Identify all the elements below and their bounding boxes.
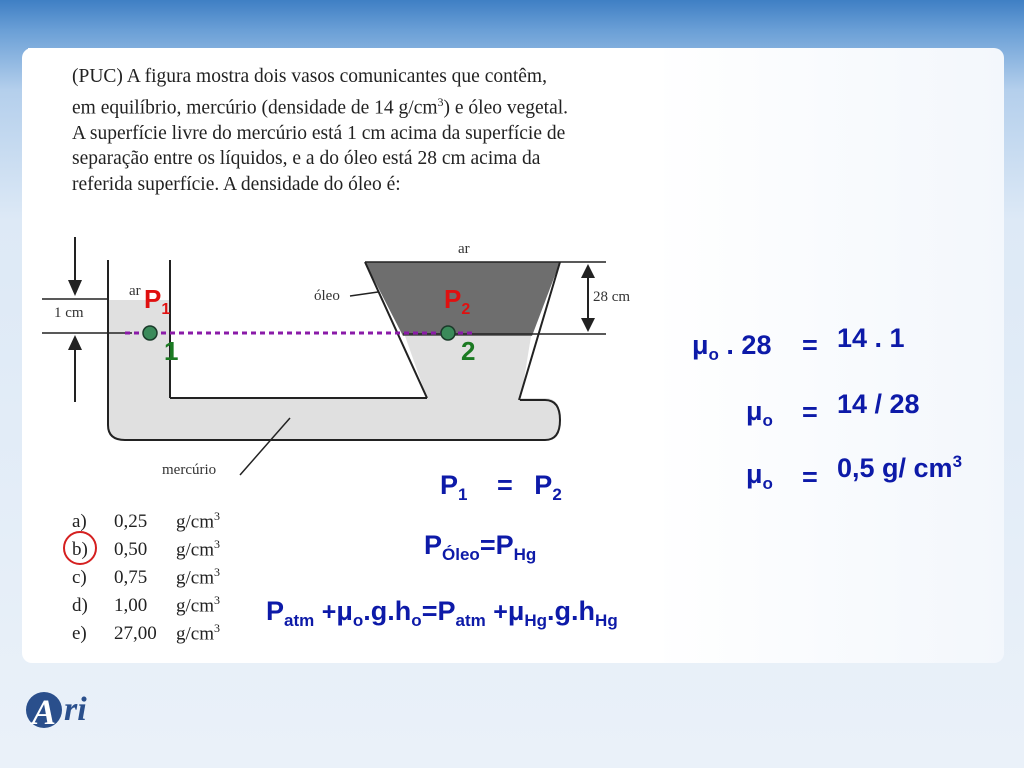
calc-line-3-right: 0,5 g/ $cm^3$ (837, 452, 963, 483)
label-oleo: óleo (314, 288, 340, 304)
label-ar-left: ar (129, 283, 141, 299)
calc-line-2-right: 14 / 28 (837, 389, 920, 419)
eq-poleo-equals-phg: $P_{Óleo}=P_{Hg}$ (424, 530, 537, 564)
question-line-5: referida superfície. A densidade do óleo é: (72, 173, 401, 195)
calc-line-1-left: $\mu_o$ . 28 (692, 330, 772, 364)
label-mercurio: mercúrio (162, 462, 217, 478)
calc-line-3-left: $\mu_o$ (746, 459, 773, 493)
option-a: a) 0,25 $g/cm^3$ (72, 509, 220, 533)
eq-p1-equals-p2: $P_1 = P_2$ (440, 470, 562, 504)
point-1-marker (143, 326, 157, 340)
calc-line-1-right: 14 . 1 (837, 323, 905, 353)
question-line-2: em equilíbrio, mercúrio (densidade de 14 $g/cm^3$) e óleo vegetal. (72, 94, 569, 118)
label-ar-top: ar (458, 241, 470, 257)
point-2-label: 2 (461, 336, 476, 366)
calc-line-3-eq: = (802, 462, 818, 492)
eq-full-pressure: $P_{atm} +\mu_o.g.h_o=P_{atm} +\mu_{Hg}.g.h_{Hg}$ (266, 596, 618, 630)
svg-text:ri: ri (64, 691, 87, 728)
question-line-3: A superfície livre do mercúrio está 1 cm acima da superfície de (72, 122, 566, 144)
p2-label: $P_2$ (444, 284, 471, 319)
ari-logo-icon (24, 684, 134, 734)
option-c: c) 0,75 $g/cm^3$ (72, 565, 220, 589)
label-1cm: 1 cm (54, 305, 84, 321)
calc-line-2-eq: = (802, 397, 818, 427)
option-b: b) 0,50 $g/cm^3$ (72, 537, 220, 561)
calc-line-2-left: $\mu_o$ (746, 396, 773, 430)
point-1-label: 1 (164, 336, 179, 366)
point-2-marker (441, 326, 455, 340)
label-28cm: 28 cm (593, 289, 631, 305)
question-line-4: separação entre os líquidos, e a do óleo está 28 cm acima da (72, 148, 541, 169)
p1-label: $P_1$ (144, 284, 171, 319)
calc-line-1-eq: = (802, 330, 818, 360)
question-line-1: (PUC) A figura mostra dois vasos comunicantes que contêm, (72, 66, 547, 87)
ari-logo (24, 684, 134, 739)
option-d: d) 1,00 $g/cm^3$ (72, 593, 220, 617)
answer-circle (63, 531, 97, 565)
svg-text:A: A (32, 692, 57, 732)
option-e: e) 27,00 $g/cm^3$ (72, 621, 220, 645)
